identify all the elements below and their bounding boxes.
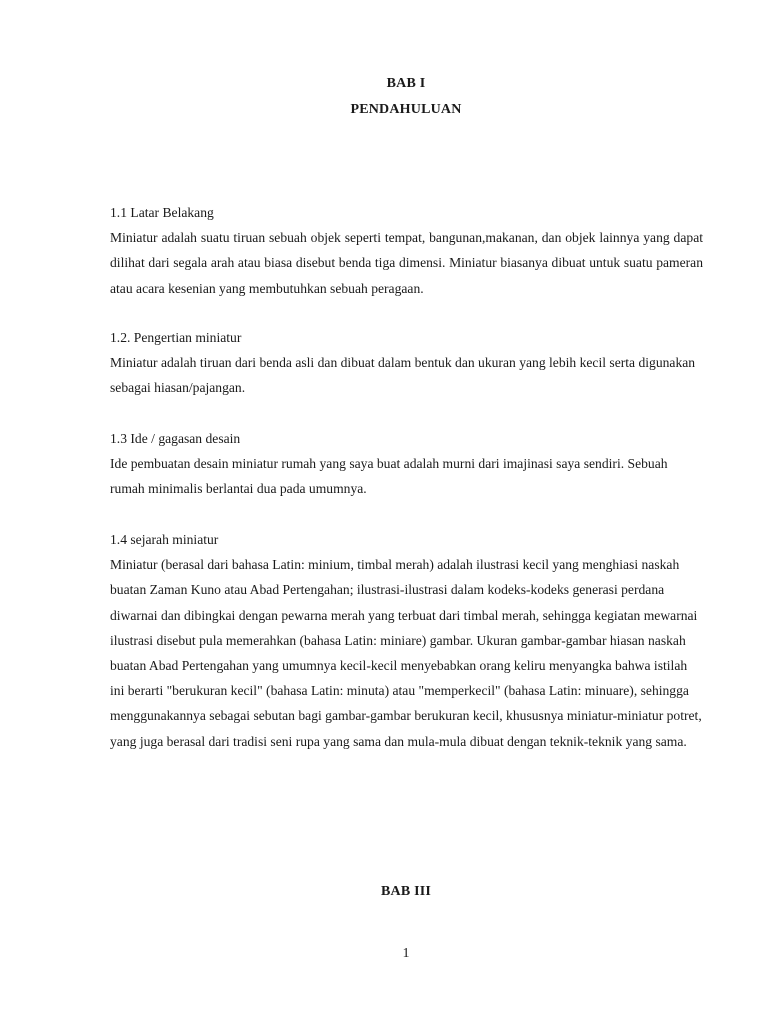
section-title: 1.3 Ide / gagasan desain — [110, 431, 241, 446]
section-sejarah-miniatur — [110, 527, 703, 754]
section-body: Miniatur adalah tiruan dari benda asli dan dibuat dalam bentuk dan ukuran yang lebih kecil serta digunakan sebagai hiasan/pajangan. — [110, 355, 696, 396]
section-body: Ide pembuatan desain miniatur rumah yang saya buat adalah murni dari imajinasi saya sendiri. Sebuah rumah minimalis berlantai dua pada umumnya. — [110, 456, 668, 497]
section-latar-belakang — [110, 200, 703, 301]
chapter-label: BAB I — [386, 76, 426, 91]
section-title: 1.2. Pengertian miniatur — [110, 330, 242, 345]
section-body: Miniatur (berasal dari bahasa Latin: minium, timbal merah) adalah ilustrasi kecil yang menghiasi naskah buatan Zaman Kuno atau Abad Pertengahan; ilustrasi-ilustrasi dalam kodeks-kodeks generasi perdana diwarnai dan dibingkai dengan pewarna merah yang terbuat dari timbal merah, sehingga kegiatan mewarnai ilustrasi disebut pula memerahkan (bahasa Latin: miniare) gambar. Ukuran gambar-gambar hiasan naskah buatan Abad Pertengahan yang umumnya kecil-kecil menyebabkan orang keliru menyangka bahwa istilah ini berarti "berukuran kecil" (bahasa Latin: minuta) atau "memperkecil" (bahasa Latin: minuare), sehingga menggunakannya sebagai sebutan bagi gambar-gambar berukuran kecil, khususnya miniatur-miniatur potret, yang juga berasal dari tradisi seni rupa yang sama dan mula-mula dibuat dengan teknik-teknik yang sama. — [110, 557, 702, 749]
section-title: 1.1 Latar Belakang — [110, 205, 214, 220]
next-chapter-label: BAB III — [380, 884, 432, 899]
section-title: 1.4 sejarah miniatur — [110, 532, 219, 547]
chapter-title: PENDAHULUAN — [350, 102, 462, 117]
section-body: Miniatur adalah suatu tiruan sebuah objek seperti tempat, bangunan,makanan, dan objek lainnya yang dapat dilihat dari segala arah atau biasa disebut benda tiga dimensi. Miniatur biasanya dibuat untuk suatu pameran atau acara kesenian yang membutuhkan sebuah peragaan. — [110, 230, 703, 296]
page-number: 1 — [402, 946, 410, 961]
section-ide-gagasan — [110, 426, 703, 502]
section-pengertian-miniatur — [110, 325, 703, 401]
